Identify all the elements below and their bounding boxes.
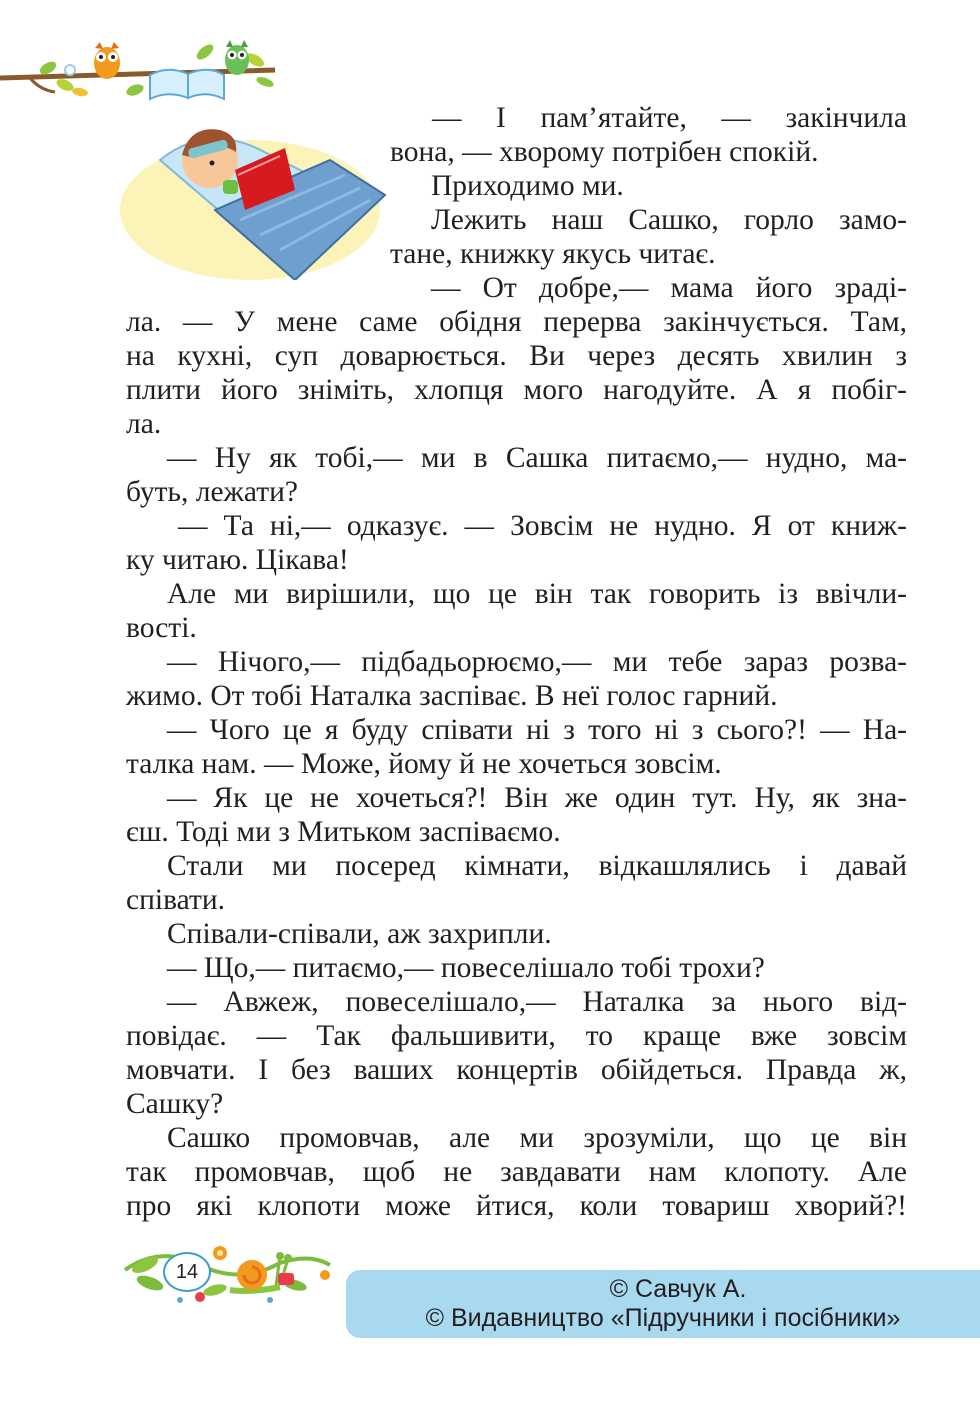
text-line: мовчати. І без ваших концертів обійдеться. Правда ж, xyxy=(126,1054,907,1086)
text-line: про які клопоти може йтися, коли товариш хворий?! xyxy=(126,1190,907,1222)
copyright-box xyxy=(346,1270,980,1338)
text-line: — Чого це я буду співати ні з того ні з сього?! — На- xyxy=(167,714,907,746)
text-line: так промовчав, щоб не завдавати нам клопоту. Але xyxy=(126,1156,907,1188)
text-line: — Як це не хочеться?! Він же один тут. Ну, як зна- xyxy=(167,782,907,814)
text-line: Співали-співали, аж захрипли. xyxy=(167,918,552,950)
text-line: вості. xyxy=(126,612,197,644)
page-number: 14 xyxy=(163,1252,211,1292)
sick-boy-reading-illustration xyxy=(120,100,390,280)
text-line: — Та ні,— одказує. — Зовсім не нудно. Я от книж- xyxy=(178,510,907,542)
snail-and-flowers-icon xyxy=(120,1235,335,1310)
text-line: буть, лежати? xyxy=(126,476,299,508)
text-line: повідає. — Так фальшивити, то краще вже зовсім xyxy=(126,1020,907,1052)
text-line: вона, — хворому потрібен спокій. xyxy=(390,136,819,168)
branch-with-owls-icon xyxy=(0,30,280,110)
copyright-author: © Савчук А. xyxy=(609,1275,747,1303)
copyright-publisher: © Видавництво «Підручники і посібники» xyxy=(425,1304,901,1332)
text-line: Але ми вирішили, що це він так говорить із ввічли- xyxy=(167,578,907,610)
text-line: Стали ми посеред кімнати, відкашлялись і давай xyxy=(167,850,907,882)
text-line: Лежить наш Сашко, горло замо- xyxy=(431,204,907,236)
text-line: — Ну як тобі,— ми в Сашка питаємо,— нудно, ма- xyxy=(167,442,907,474)
text-line: талка нам. — Може, йому й не хочеться зовсім. xyxy=(126,748,722,780)
text-line: плити його зніміть, хлопця мого нагодуйте. А я побіг- xyxy=(126,374,907,406)
text-line: — І пам’ятайте, — закінчила xyxy=(432,102,907,134)
text-line: — Що,— питаємо,— повеселішало тобі трохи? xyxy=(167,952,765,984)
text-line: жимо. От тобі Наталка заспіває. В неї голос гарний. xyxy=(126,680,778,712)
text-line: тане, книжку якусь читає. xyxy=(390,238,716,270)
text-line: Сашко промовчав, але ми зрозуміли, що це він xyxy=(167,1122,907,1154)
text-line: — Авжеж, повеселішало,— Наталка за нього від- xyxy=(167,986,907,1018)
text-line: єш. Тоді ми з Митьком заспіваємо. xyxy=(126,816,561,848)
text-line: на кухні, суп доварюється. Ви через десять хвилин з xyxy=(126,340,907,372)
text-line: співати. xyxy=(126,884,226,916)
text-line: ку читаю. Цікава! xyxy=(126,544,349,576)
text-line: Приходимо ми. xyxy=(431,170,624,202)
text-line: — От добре,— мама його зраді- xyxy=(431,272,907,304)
text-line: ла. xyxy=(126,408,162,440)
text-line: — Нічого,— підбадьорюємо,— ми тебе зараз розва- xyxy=(167,646,907,678)
text-line: Сашку? xyxy=(126,1088,224,1120)
text-line: ла. — У мене саме обідня перерва закінчується. Там, xyxy=(126,306,907,338)
